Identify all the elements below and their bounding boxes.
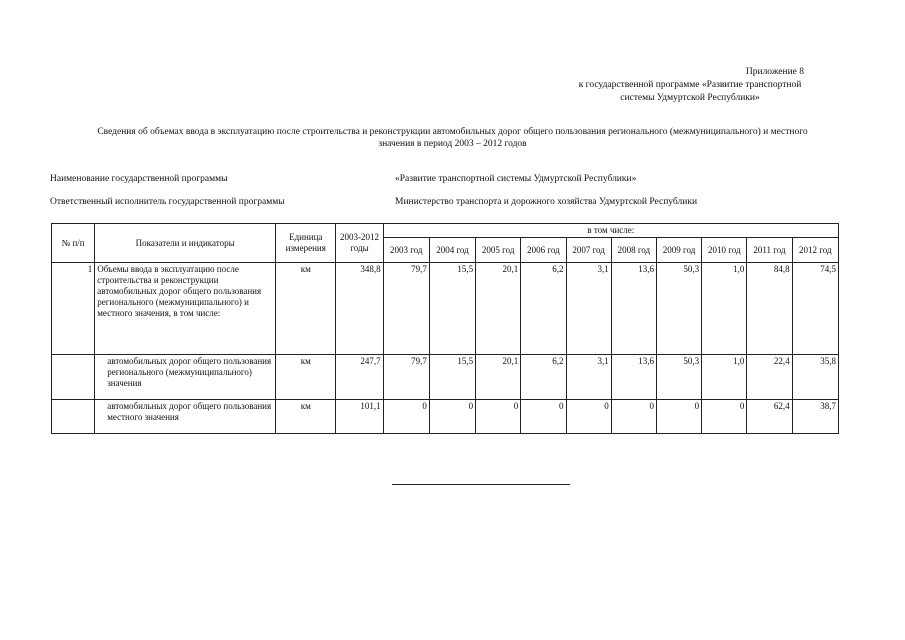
row-value: 20,1 [476,355,521,400]
row-value: 3,1 [566,355,611,400]
row-value: 22,4 [747,355,792,400]
row-value: 0 [702,400,747,434]
table-row [52,400,839,434]
row-value: 0 [566,400,611,434]
header-year: 2004 год [429,238,475,263]
row-value: 13,6 [611,355,656,400]
row-value: 3,1 [566,263,611,355]
row-value: 20,1 [476,263,521,355]
row-value: 0 [476,400,521,434]
program-name-label: Наименование государственной программы [50,174,228,184]
row-value: 84,8 [747,263,792,355]
header-num: № п/п [52,224,95,263]
row-value: 50,3 [656,355,701,400]
row-indicator: автомобильных дорог общего пользования местного значения [95,400,276,434]
header-year: 2012 год [792,238,838,263]
row-num [52,400,95,434]
header-year: 2011 год [747,238,792,263]
row-indicator: Объемы ввода в эксплуатацию после строительства и реконструкции автомобильных дорог общего пользования регионального (межмуниципального) и местного значения, в том числе: [95,263,276,355]
program-executor-label: Ответственный исполнитель государственной программы [50,197,285,207]
header-including: в том числе: [383,224,838,238]
row-total: 101,1 [336,400,383,434]
row-value: 15,5 [429,355,475,400]
header-year: 2005 год [476,238,521,263]
row-value: 0 [521,400,566,434]
row-total: 348,8 [336,263,383,355]
document-title [40,126,865,150]
row-value: 50,3 [656,263,701,355]
row-value: 15,5 [429,263,475,355]
row-value: 1,0 [702,263,747,355]
row-total: 247,7 [336,355,383,400]
row-num [52,355,95,400]
row-value: 1,0 [702,355,747,400]
row-value: 62,4 [747,400,792,434]
appendix-program-line1: к государственной программе «Развитие транспортной [578,80,802,90]
row-unit: км [276,355,336,400]
row-unit: км [276,263,336,355]
row-value: 13,6 [611,263,656,355]
document-title-line2: значения в период 2003 – 2012 годов [378,139,527,149]
row-num: 1 [52,263,95,355]
row-value: 0 [383,400,429,434]
footer-divider [392,484,570,485]
row-value: 0 [611,400,656,434]
row-value: 6,2 [521,263,566,355]
row-unit: км [276,400,336,434]
row-value: 6,2 [521,355,566,400]
volumes-table [51,223,839,434]
header-total: 2003-2012 годы [336,224,383,263]
row-value: 74,5 [792,263,838,355]
row-value: 79,7 [383,355,429,400]
header-indicator: Показатели и индикаторы [95,224,276,263]
appendix-header [560,66,820,105]
row-value: 0 [656,400,701,434]
table-row [52,355,839,400]
appendix-number: Приложение 8 [745,67,804,77]
program-executor-value: Министерство транспорта и дорожного хозяйства Удмуртской Республики [395,197,698,207]
header-year: 2007 год [566,238,611,263]
header-year: 2003 год [383,238,429,263]
row-value: 0 [429,400,475,434]
header-unit: Единица измерения [276,224,336,263]
row-value: 79,7 [383,263,429,355]
program-name-value: «Развитие транспортной системы Удмуртской Республики» [395,174,637,184]
row-indicator: автомобильных дорог общего пользования регионального (межмуниципального) значения [95,355,276,400]
header-year: 2008 год [611,238,656,263]
table-row [52,263,839,355]
appendix-program-line2: системы Удмуртской Республики» [620,93,760,103]
row-value: 38,7 [792,400,838,434]
header-year: 2006 год [521,238,566,263]
header-year: 2010 год [702,238,747,263]
row-value: 35,8 [792,355,838,400]
header-year: 2009 год [656,238,701,263]
document-title-line1: Сведения об объемах ввода в эксплуатацию после строительства и реконструкции автомобильных дорог общего пользования регионального (межмуниципального) и местного [97,127,808,137]
